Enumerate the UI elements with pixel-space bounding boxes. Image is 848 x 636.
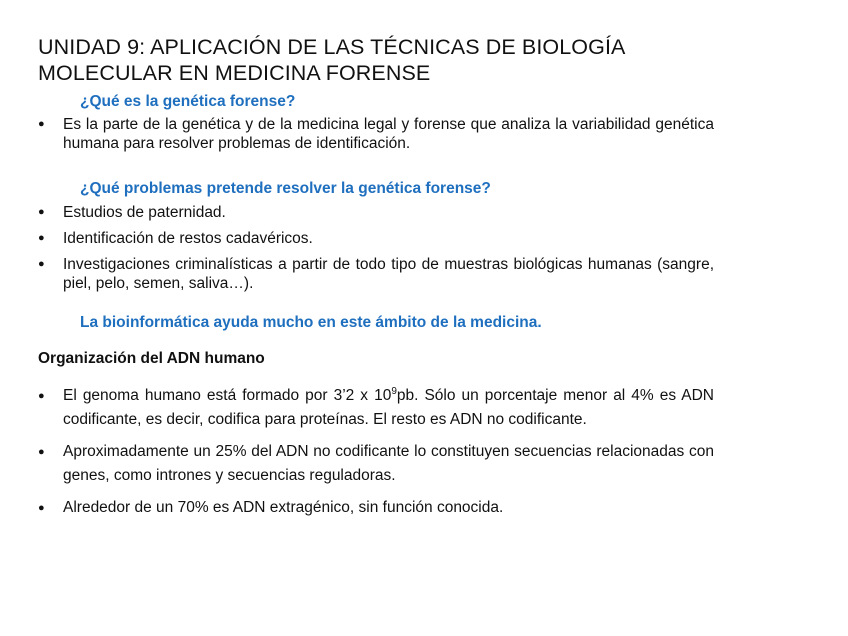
list-item: ● Es la parte de la genética y de la medicina legal y forense que analiza la variabilidad genética humana para resolver problemas de identificación. [38, 115, 714, 153]
unit-title [38, 34, 714, 86]
dna-facts-list [38, 384, 714, 520]
unit-title-line-1: UNIDAD 9: APLICACIÓN DE LAS TÉCNICAS DE BIOLOGÍA [38, 35, 626, 59]
genome-size-rest: pb. Sólo un porcentaje menor al 4% es ADN codificante, es decir, codifica para proteínas. El resto es ADN no codificante. [63, 387, 714, 428]
genome-size-text: El genoma humano está formado por 3’2 x 10 [63, 387, 392, 404]
list-item: ● Aproximadamente un 25% del ADN no codificante lo constituyen secuencias relacionadas con genes, como intrones y secuencias reguladoras. [38, 440, 714, 488]
unit-title-line-2: MOLECULAR EN MEDICINA FORENSE [38, 61, 431, 85]
question-what-is-forensic-genetics: ¿Qué es la genética forense? [80, 93, 296, 110]
bioinformatics-note: La bioinformática ayuda mucho en este ámbito de la medicina. [80, 314, 542, 331]
document-page [38, 34, 714, 528]
problems-list [38, 203, 714, 293]
list-item: ● Investigaciones criminalísticas a partir de todo tipo de muestras biológicas humanas (sangre, piel, pelo, semen, saliva…). [38, 255, 714, 293]
exponent: 9 [391, 385, 397, 397]
question-problems-solved: ¿Qué problemas pretende resolver la genética forense? [80, 180, 491, 197]
list-item: ● Estudios de paternidad. [38, 203, 714, 222]
list-item: ● Alrededor de un 70% es ADN extragénico, sin función conocida. [38, 496, 714, 520]
list-item [38, 384, 714, 432]
list-item: ● Identificación de restos cadavéricos. [38, 229, 714, 248]
definition-list [38, 115, 714, 153]
section-title-dna-organization: Organización del ADN humano [38, 350, 265, 367]
